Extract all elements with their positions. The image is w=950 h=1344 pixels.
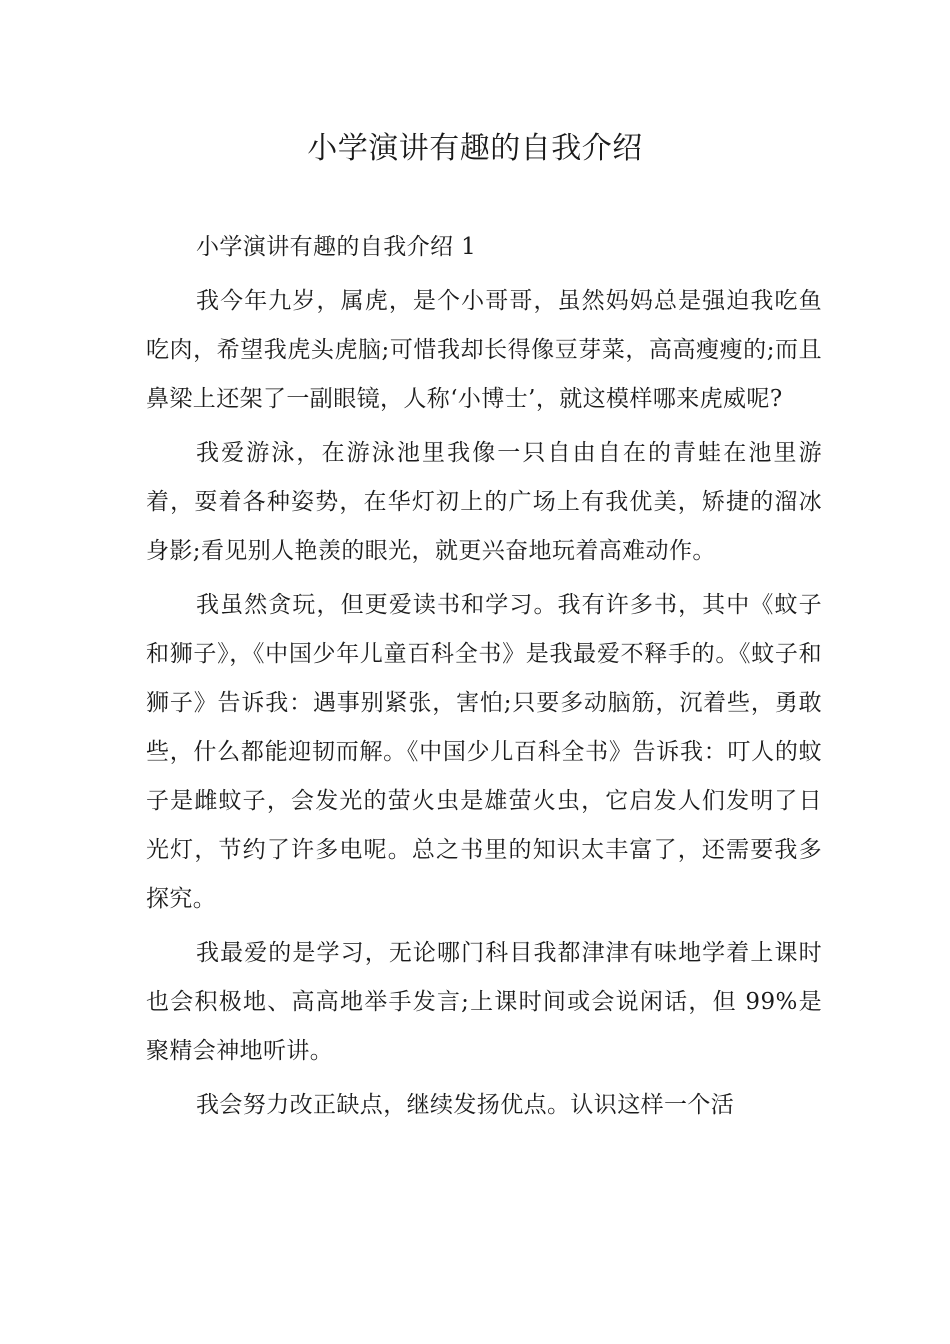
paragraph-4: 我最爱的是学习，无论哪门科目我都津津有味地学着上课时也会积极地、高高地举手发言;上课时间或会说闲话，但 99%是聚精会神地听讲。 xyxy=(146,940,822,1064)
paragraph-2: 我爱游泳，在游泳池里我像一只自由自在的青蛙在池里游着，耍着各种姿势，在华灯初上的广场上有我优美，矫捷的溜冰身影;看见别人艳羡的眼光，就更兴奋地玩着高难动作。 xyxy=(146,440,822,564)
document-title: 小学演讲有趣的自我介绍 xyxy=(307,131,643,166)
document-body xyxy=(146,223,822,1135)
paragraph-1: 我今年九岁，属虎，是个小哥哥，虽然妈妈总是强迫我吃鱼吃肉，希望我虎头虎脑;可惜我却长得像豆芽菜，高高瘦瘦的;而且鼻梁上还架了一副眼镜，人称‘小博士’，就这模样哪来虎威呢? xyxy=(146,288,822,412)
section-heading: 小学演讲有趣的自我介绍 1 xyxy=(196,234,477,260)
paragraph-5: 我会努力改正缺点，继续发扬优点。认识这样一个活 xyxy=(196,1092,735,1118)
paragraph-3: 我虽然贪玩，但更爱读书和学习。我有许多书，其中《蚊子和狮子》，《中国少年儿童百科全书》是我最爱不释手的。《蚊子和狮子》告诉我：遇事别紧张，害怕;只要多动脑筋，沉着些，勇敢些，什么都能迎韧而解。《中国少儿百科全书》告诉我：叮人的蚊子是雌蚊子，会发光的萤火虫是雄萤火虫，它启发人们发明了日光灯，节约了许多电呢。总之书里的知识太丰富了，还需要我多探究。 xyxy=(146,592,822,912)
